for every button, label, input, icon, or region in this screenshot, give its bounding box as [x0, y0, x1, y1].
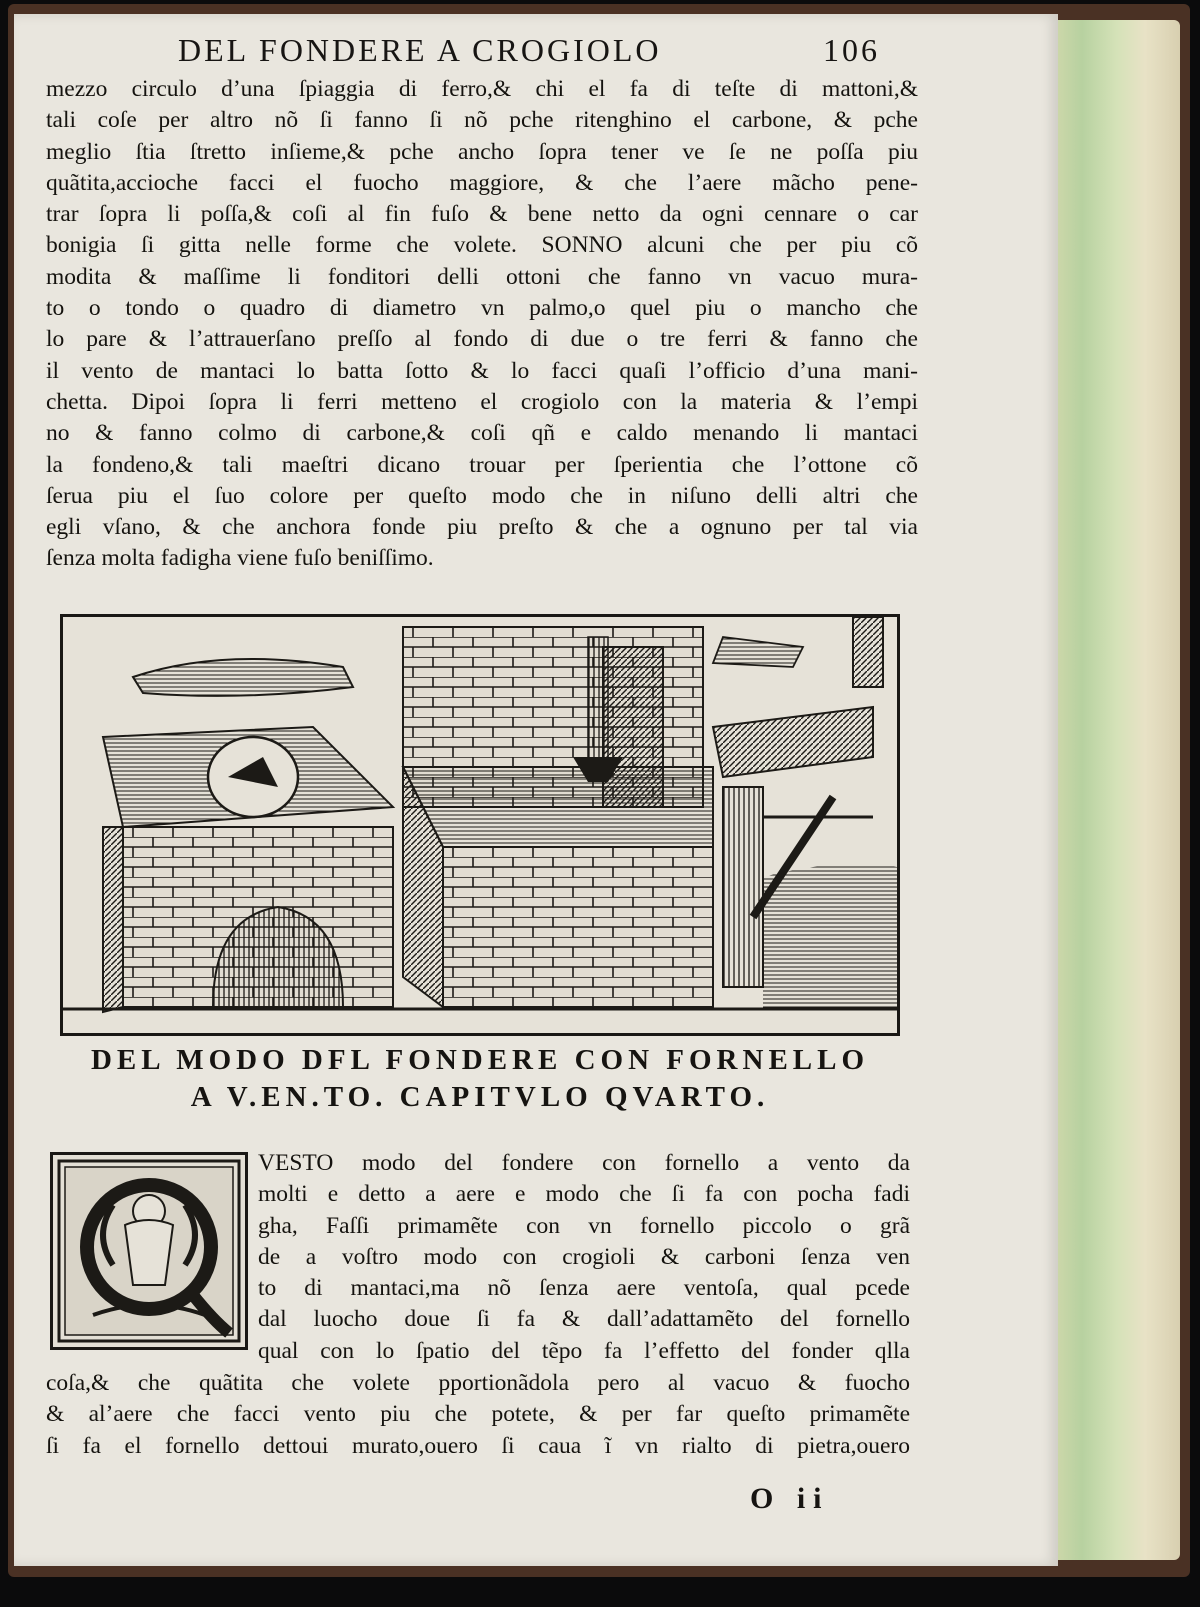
text-line: ſenza molta fadigha viene fuſo beniſſimo.: [46, 545, 434, 572]
paragraph-1: [46, 74, 918, 575]
decorated-initial-q: [50, 1152, 248, 1350]
furnace-woodcut-illustration: [60, 614, 900, 1036]
running-header: [160, 24, 880, 68]
text-line: lo pare & l’attrauerſano preſſo al fondo di due o tre ferri & fanno che: [46, 326, 918, 353]
chapter-heading-line-2: A V.EN.TO. CAPITVLO QVARTO.: [190, 1081, 770, 1113]
text-line: egli vſano, & che anchora fonde piu preſto & che a ognuno per tal via: [46, 514, 918, 541]
text-line: la fondeno,& tali maeſtri dicano trouar per ſperientia che l’ottone cõ: [46, 451, 918, 478]
text-line: tali coſe per altro nõ ſi fanno ſi nõ pche ritenghino el carbone, & pche: [46, 107, 918, 134]
paragraph-2-full: [46, 1368, 910, 1462]
paragraph-2-indented: [258, 1148, 910, 1367]
text-line: quãtita,accioche facci el fuocho maggiore, & che l’aere mãcho pene-: [46, 169, 918, 196]
chapter-heading: [40, 1042, 920, 1116]
text-line: mezzo circulo d’una ſpiaggia di ferro,& chi el fa di teſte di mattoni,&: [46, 76, 918, 102]
text-line: modita & maſſime li fonditori delli ottoni che fanno vn vacuo mura-: [46, 263, 918, 290]
signature-mark: O ii: [750, 1482, 830, 1515]
text-line: bonigia ſi gitta nelle forme che volete. SONNO alcuni che per piu cõ: [46, 232, 918, 259]
page-number: 106: [823, 32, 880, 68]
text-line: il vento de mantaci lo batta ſotto & lo facci quaſi l’officio d’una mani-: [46, 357, 918, 384]
text-line: de a voſtro modo con crogioli & carboni ſenza ven: [258, 1243, 910, 1270]
text-line: dal luocho doue ſi fa & dall’adattamẽto del fornello: [258, 1306, 910, 1333]
text-line: qual con lo ſpatio del tẽpo fa l’effetto del fonder qlla: [258, 1337, 910, 1364]
woodcut-drawing: [63, 617, 897, 1033]
text-line: ſerua piu el ſuo colore per queſto modo che in niſuno delli altri che: [46, 482, 918, 509]
text-line: VESTO modo del fondere con fornello a vento da: [258, 1150, 910, 1176]
text-line: to o tondo o quadro di diametro vn palmo,o quel piu o mancho che: [46, 295, 918, 322]
page-edges: [1040, 20, 1180, 1560]
text-line: meglio ſtia ſtretto inſieme,& pche ancho ſopra tener ve ſe ne poſſa piu: [46, 138, 918, 165]
text-line: & al’aere che facci vento piu che potete, & per far queſto primamẽte: [46, 1401, 910, 1428]
running-title: DEL FONDERE A CROGIOLO: [178, 32, 662, 68]
text-line: chetta. Dipoi ſopra li ferri metteno el crogiolo con la materia & l’empi: [46, 388, 918, 415]
text-line: to di mantaci,ma nõ ſenza aere ventoſa, qual pcede: [258, 1275, 910, 1302]
text-line: coſa,& che quãtita che volete pportionãdola pero al vacuo & fuocho: [46, 1370, 910, 1396]
text-line: gha, Faſſi primamẽte con vn fornello piccolo o grã: [258, 1212, 910, 1239]
text-line: no & fanno colmo di carbone,& coſi qñ e caldo menando li mantaci: [46, 420, 918, 447]
text-line: molti e detto a aere e modo che ſi fa con pocha fadi: [258, 1181, 910, 1208]
chapter-heading-line-1: DEL MODO DFL FONDERE CON FORNELLO: [90, 1044, 870, 1076]
text-line: ſi fa el fornello dettoui murato,ouero ſi caua ĩ vn rialto di pietra,ouero: [46, 1432, 910, 1459]
text-line: trar ſopra li poſſa,& coſi al fin fuſo & bene netto da ogni cennare o car: [46, 201, 918, 228]
cherub-initial-ornament: [53, 1155, 245, 1347]
